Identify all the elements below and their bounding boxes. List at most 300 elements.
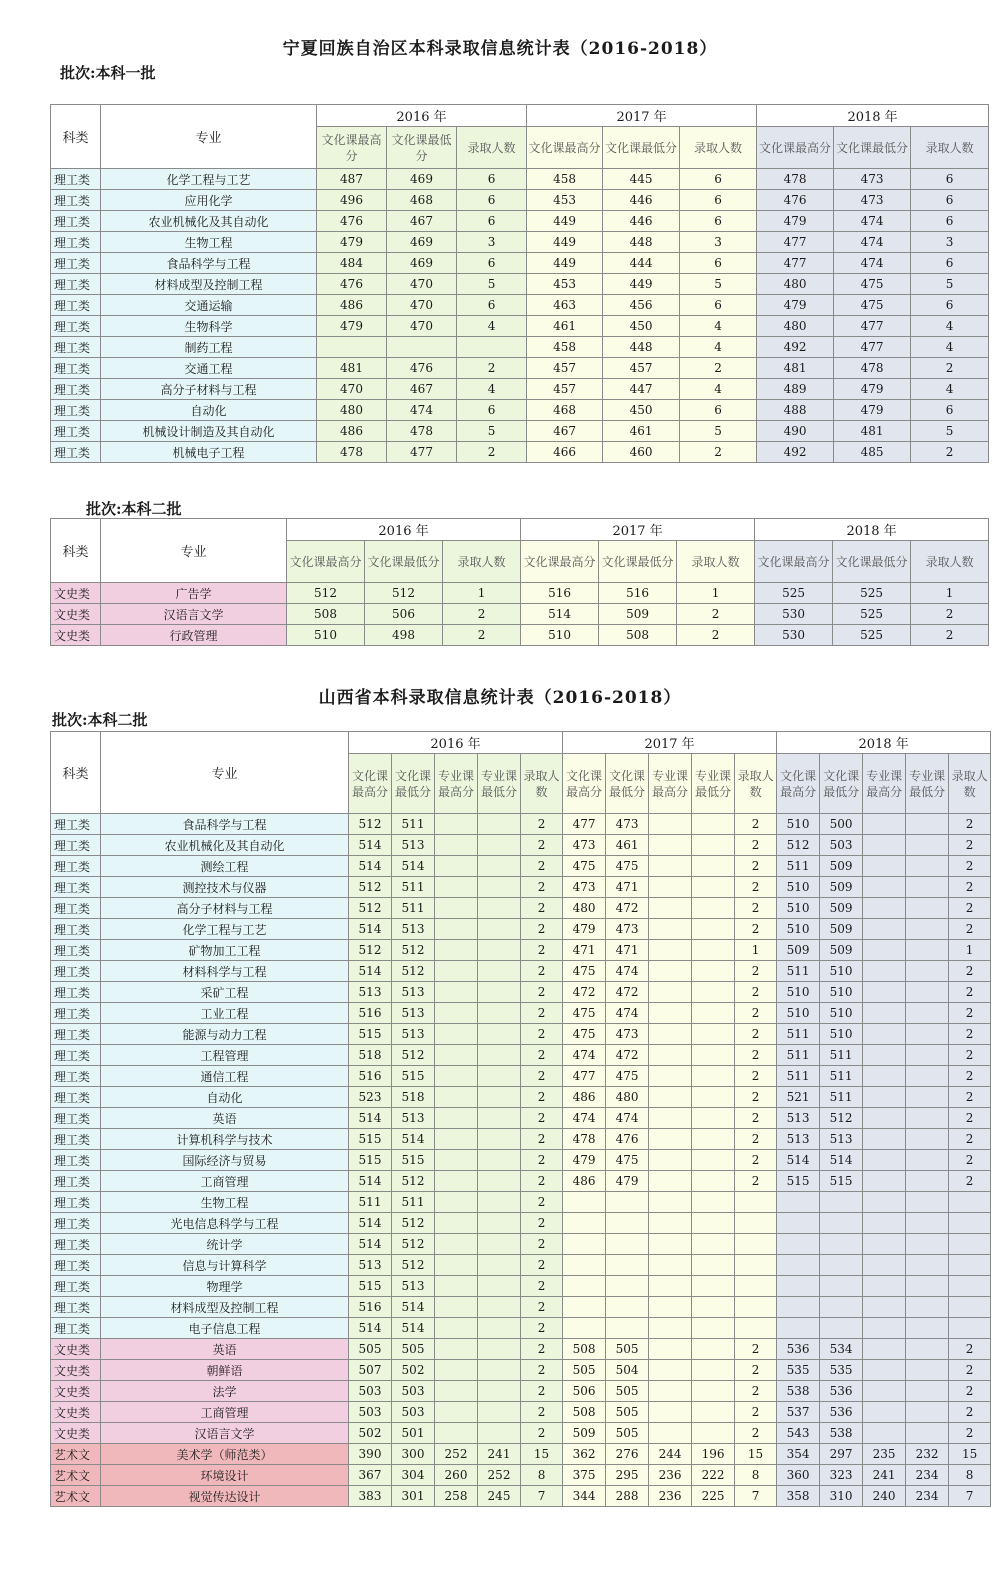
value-cell: 2: [949, 982, 991, 1003]
value-cell: 473: [563, 877, 606, 898]
value-cell: [435, 1108, 478, 1129]
value-cell: 513: [820, 1129, 863, 1150]
major-cell: 矿物加工工程: [101, 940, 349, 961]
value-cell: 461: [606, 835, 649, 856]
category-cell: 理工类: [51, 1171, 101, 1192]
value-cell: 304: [392, 1465, 435, 1486]
major-cell: 能源与动力工程: [101, 1024, 349, 1045]
table-row: [51, 1423, 991, 1444]
ningxia-batch2-table: [50, 518, 989, 646]
value-cell: 479: [834, 400, 911, 421]
value-cell: [606, 1297, 649, 1318]
category-cell: 理工类: [51, 982, 101, 1003]
value-cell: 3: [911, 232, 989, 253]
value-cell: [863, 1255, 906, 1276]
value-cell: [478, 1213, 521, 1234]
value-cell: [435, 1234, 478, 1255]
value-cell: 510: [820, 982, 863, 1003]
value-cell: [606, 1276, 649, 1297]
value-cell: [649, 919, 692, 940]
value-cell: [563, 1255, 606, 1276]
value-cell: 300: [392, 1444, 435, 1465]
value-cell: 510: [820, 961, 863, 982]
major-cell: 统计学: [101, 1234, 349, 1255]
value-cell: 525: [833, 625, 911, 646]
category-cell: 理工类: [51, 856, 101, 877]
value-cell: 538: [777, 1381, 820, 1402]
value-cell: 2: [735, 856, 777, 877]
value-cell: [649, 1255, 692, 1276]
value-cell: [692, 919, 735, 940]
header-year-2018: 2018 年: [777, 732, 991, 754]
value-cell: [906, 1045, 949, 1066]
value-cell: 467: [387, 379, 457, 400]
major-cell: 测控技术与仪器: [101, 877, 349, 898]
table-row: [51, 1276, 991, 1297]
value-cell: 515: [392, 1066, 435, 1087]
value-cell: 530: [755, 625, 833, 646]
value-cell: 512: [392, 1213, 435, 1234]
value-cell: [863, 835, 906, 856]
value-cell: 515: [820, 1171, 863, 1192]
value-cell: 512: [392, 1234, 435, 1255]
value-cell: 478: [757, 169, 834, 190]
value-cell: [649, 1129, 692, 1150]
value-cell: 514: [349, 919, 392, 940]
table-row: [51, 337, 989, 358]
value-cell: 6: [457, 169, 527, 190]
header-sub: 专业课最高分: [435, 754, 478, 814]
value-cell: [478, 1423, 521, 1444]
value-cell: 508: [563, 1402, 606, 1423]
value-cell: [735, 1213, 777, 1234]
major-cell: 材料成型及控制工程: [101, 1297, 349, 1318]
value-cell: [820, 1213, 863, 1234]
value-cell: [692, 1150, 735, 1171]
value-cell: 2: [521, 1234, 563, 1255]
value-cell: [692, 1402, 735, 1423]
value-cell: 478: [563, 1129, 606, 1150]
value-cell: 475: [606, 1066, 649, 1087]
value-cell: [317, 337, 387, 358]
value-cell: 513: [392, 1108, 435, 1129]
value-cell: [777, 1276, 820, 1297]
table-row: [51, 358, 989, 379]
value-cell: [478, 1192, 521, 1213]
value-cell: 2: [949, 1423, 991, 1444]
value-cell: 514: [349, 1234, 392, 1255]
value-cell: 478: [834, 358, 911, 379]
value-cell: 1: [949, 940, 991, 961]
value-cell: [478, 814, 521, 835]
value-cell: [649, 1171, 692, 1192]
value-cell: 2: [735, 1423, 777, 1444]
value-cell: [649, 1066, 692, 1087]
value-cell: 1: [735, 940, 777, 961]
value-cell: [435, 898, 478, 919]
value-cell: 2: [735, 982, 777, 1003]
value-cell: [863, 1045, 906, 1066]
value-cell: 511: [820, 1045, 863, 1066]
category-cell: 理工类: [51, 1297, 101, 1318]
value-cell: 447: [603, 379, 680, 400]
value-cell: 480: [757, 316, 834, 337]
value-cell: [692, 1108, 735, 1129]
value-cell: [863, 1003, 906, 1024]
value-cell: [435, 1087, 478, 1108]
value-cell: 514: [349, 856, 392, 877]
value-cell: 2: [521, 1402, 563, 1423]
value-cell: 2: [735, 1150, 777, 1171]
category-cell: 理工类: [51, 814, 101, 835]
value-cell: 535: [777, 1360, 820, 1381]
header-major: 专业: [101, 105, 317, 169]
value-cell: 258: [435, 1486, 478, 1507]
value-cell: [863, 961, 906, 982]
value-cell: [949, 1318, 991, 1339]
value-cell: 2: [735, 814, 777, 835]
value-cell: 2: [521, 1255, 563, 1276]
value-cell: [692, 1045, 735, 1066]
value-cell: 514: [349, 1108, 392, 1129]
ningxia-batch1-label: 批次:本科一批: [60, 64, 156, 82]
value-cell: 4: [911, 379, 989, 400]
value-cell: 509: [820, 856, 863, 877]
table-row: [51, 232, 989, 253]
value-cell: 362: [563, 1444, 606, 1465]
value-cell: 472: [606, 982, 649, 1003]
major-cell: 制药工程: [101, 337, 317, 358]
value-cell: [478, 1003, 521, 1024]
category-cell: 文史类: [51, 1381, 101, 1402]
category-cell: 理工类: [51, 1087, 101, 1108]
table-row: [51, 442, 989, 463]
major-cell: 化学工程与工艺: [101, 169, 317, 190]
value-cell: 2: [521, 1108, 563, 1129]
value-cell: [863, 1171, 906, 1192]
value-cell: [863, 1087, 906, 1108]
major-cell: 生物科学: [101, 316, 317, 337]
header-category: 科类: [51, 105, 101, 169]
value-cell: 2: [521, 1150, 563, 1171]
value-cell: 6: [680, 400, 757, 421]
major-cell: 工商管理: [101, 1402, 349, 1423]
value-cell: 2: [521, 1297, 563, 1318]
value-cell: [692, 1087, 735, 1108]
value-cell: 479: [757, 211, 834, 232]
value-cell: [692, 898, 735, 919]
value-cell: [649, 1360, 692, 1381]
value-cell: 260: [435, 1465, 478, 1486]
value-cell: 510: [820, 1003, 863, 1024]
value-cell: [906, 961, 949, 982]
value-cell: [863, 856, 906, 877]
value-cell: [692, 940, 735, 961]
value-cell: [478, 919, 521, 940]
value-cell: 449: [603, 274, 680, 295]
value-cell: 474: [834, 253, 911, 274]
header-sub: 文化课最高分: [777, 754, 820, 814]
value-cell: 479: [563, 919, 606, 940]
major-cell: 朝鲜语: [101, 1360, 349, 1381]
value-cell: 2: [735, 919, 777, 940]
value-cell: [478, 940, 521, 961]
category-cell: 理工类: [51, 1024, 101, 1045]
header-sub: 专业课最低分: [906, 754, 949, 814]
table-row: [51, 604, 989, 625]
value-cell: 514: [392, 856, 435, 877]
value-cell: 241: [478, 1444, 521, 1465]
value-cell: 501: [392, 1423, 435, 1444]
major-cell: 机械设计制造及其自动化: [101, 421, 317, 442]
value-cell: 514: [777, 1150, 820, 1171]
value-cell: [820, 1255, 863, 1276]
major-cell: 交通工程: [101, 358, 317, 379]
value-cell: 509: [599, 604, 677, 625]
value-cell: [906, 1234, 949, 1255]
value-cell: 301: [392, 1486, 435, 1507]
value-cell: 453: [527, 274, 603, 295]
category-cell: 理工类: [51, 253, 101, 274]
value-cell: [906, 898, 949, 919]
value-cell: [478, 1297, 521, 1318]
value-cell: [649, 1234, 692, 1255]
value-cell: 471: [606, 940, 649, 961]
value-cell: [478, 1108, 521, 1129]
value-cell: [777, 1297, 820, 1318]
value-cell: [735, 1318, 777, 1339]
value-cell: [863, 1024, 906, 1045]
value-cell: 1: [677, 583, 755, 604]
category-cell: 理工类: [51, 1318, 101, 1339]
value-cell: [649, 856, 692, 877]
header-sub: 录取人数: [443, 541, 521, 583]
value-cell: [692, 961, 735, 982]
shanxi-table: [50, 731, 991, 1507]
value-cell: 446: [603, 211, 680, 232]
value-cell: 461: [527, 316, 603, 337]
major-cell: 汉语言文学: [101, 1423, 349, 1444]
value-cell: [777, 1213, 820, 1234]
value-cell: 457: [527, 358, 603, 379]
value-cell: 232: [906, 1444, 949, 1465]
value-cell: 477: [757, 253, 834, 274]
category-cell: 艺术文: [51, 1465, 101, 1486]
value-cell: 472: [606, 898, 649, 919]
value-cell: 514: [349, 961, 392, 982]
value-cell: 474: [387, 400, 457, 421]
value-cell: 1: [911, 583, 989, 604]
header-sub: 文化课最低分: [603, 127, 680, 169]
major-cell: 农业机械化及其自动化: [101, 835, 349, 856]
value-cell: [692, 1276, 735, 1297]
value-cell: 480: [563, 898, 606, 919]
value-cell: 511: [349, 1192, 392, 1213]
value-cell: [435, 961, 478, 982]
value-cell: [863, 814, 906, 835]
value-cell: [906, 856, 949, 877]
value-cell: 510: [777, 1003, 820, 1024]
major-cell: 视觉传达设计: [101, 1486, 349, 1507]
header-category: 科类: [51, 519, 101, 583]
value-cell: 7: [949, 1486, 991, 1507]
value-cell: [606, 1318, 649, 1339]
value-cell: 476: [317, 211, 387, 232]
major-cell: 环境设计: [101, 1465, 349, 1486]
table-row: [51, 583, 989, 604]
value-cell: 485: [834, 442, 911, 463]
value-cell: 2: [735, 1024, 777, 1045]
value-cell: 222: [692, 1465, 735, 1486]
value-cell: 479: [317, 232, 387, 253]
value-cell: 473: [563, 835, 606, 856]
value-cell: [949, 1213, 991, 1234]
value-cell: [906, 1276, 949, 1297]
major-cell: 食品科学与工程: [101, 814, 349, 835]
value-cell: 4: [680, 316, 757, 337]
value-cell: 512: [287, 583, 365, 604]
value-cell: [906, 1213, 949, 1234]
value-cell: 8: [735, 1465, 777, 1486]
value-cell: [906, 1339, 949, 1360]
value-cell: [906, 1087, 949, 1108]
value-cell: 236: [649, 1486, 692, 1507]
value-cell: 521: [777, 1087, 820, 1108]
value-cell: 512: [392, 940, 435, 961]
value-cell: [906, 1108, 949, 1129]
category-cell: 文史类: [51, 583, 101, 604]
header-sub: 录取人数: [949, 754, 991, 814]
value-cell: 473: [834, 169, 911, 190]
value-cell: 480: [606, 1087, 649, 1108]
category-cell: 理工类: [51, 211, 101, 232]
value-cell: 512: [820, 1108, 863, 1129]
value-cell: 458: [527, 337, 603, 358]
header-year-2017: 2017 年: [563, 732, 777, 754]
value-cell: 477: [563, 814, 606, 835]
value-cell: 512: [349, 814, 392, 835]
value-cell: 445: [603, 169, 680, 190]
category-cell: 文史类: [51, 1423, 101, 1444]
value-cell: 509: [563, 1423, 606, 1444]
value-cell: 235: [863, 1444, 906, 1465]
value-cell: 245: [478, 1486, 521, 1507]
value-cell: 481: [834, 421, 911, 442]
table-row: [51, 1486, 991, 1507]
value-cell: 2: [949, 1150, 991, 1171]
header-sub: 专业课最低分: [478, 754, 521, 814]
value-cell: [649, 1213, 692, 1234]
value-cell: 513: [392, 982, 435, 1003]
value-cell: [906, 1402, 949, 1423]
value-cell: 512: [349, 940, 392, 961]
value-cell: 2: [735, 1129, 777, 1150]
value-cell: 537: [777, 1402, 820, 1423]
value-cell: 2: [521, 814, 563, 835]
table-row: [51, 814, 991, 835]
value-cell: 360: [777, 1465, 820, 1486]
value-cell: 479: [757, 295, 834, 316]
value-cell: 276: [606, 1444, 649, 1465]
value-cell: [478, 1360, 521, 1381]
value-cell: 511: [777, 1066, 820, 1087]
value-cell: 4: [680, 337, 757, 358]
value-cell: [649, 835, 692, 856]
value-cell: 503: [349, 1381, 392, 1402]
table-row: [51, 169, 989, 190]
value-cell: 449: [527, 253, 603, 274]
value-cell: 515: [349, 1024, 392, 1045]
value-cell: 510: [777, 982, 820, 1003]
header-sub: 文化课最高分: [527, 127, 603, 169]
value-cell: 471: [563, 940, 606, 961]
value-cell: [820, 1276, 863, 1297]
value-cell: 2: [735, 1381, 777, 1402]
table-row: [51, 1297, 991, 1318]
value-cell: 509: [820, 898, 863, 919]
value-cell: [435, 919, 478, 940]
value-cell: 511: [777, 1045, 820, 1066]
value-cell: [435, 1423, 478, 1444]
value-cell: 512: [392, 961, 435, 982]
value-cell: [906, 1297, 949, 1318]
value-cell: [606, 1192, 649, 1213]
value-cell: 477: [834, 316, 911, 337]
value-cell: [692, 1318, 735, 1339]
value-cell: [863, 940, 906, 961]
table-row: [51, 1381, 991, 1402]
value-cell: [692, 856, 735, 877]
category-cell: 文史类: [51, 1360, 101, 1381]
value-cell: [692, 1297, 735, 1318]
table-row: [51, 1150, 991, 1171]
value-cell: [649, 1087, 692, 1108]
value-cell: 508: [599, 625, 677, 646]
value-cell: [478, 856, 521, 877]
value-cell: 512: [777, 835, 820, 856]
value-cell: 474: [834, 211, 911, 232]
value-cell: [435, 1402, 478, 1423]
value-cell: 2: [949, 919, 991, 940]
table-row: [51, 1108, 991, 1129]
header-year-2018: 2018 年: [755, 519, 989, 541]
value-cell: 449: [527, 211, 603, 232]
header-sub: 文化课最高分: [757, 127, 834, 169]
category-cell: 艺术文: [51, 1444, 101, 1465]
value-cell: [906, 1171, 949, 1192]
table-row: [51, 1171, 991, 1192]
value-cell: 6: [911, 253, 989, 274]
value-cell: 479: [317, 316, 387, 337]
value-cell: 474: [606, 1003, 649, 1024]
value-cell: 514: [392, 1318, 435, 1339]
value-cell: [649, 1192, 692, 1213]
value-cell: [863, 1360, 906, 1381]
major-cell: 自动化: [101, 400, 317, 421]
value-cell: 505: [606, 1381, 649, 1402]
header-sub: 文化课最低分: [599, 541, 677, 583]
category-cell: 理工类: [51, 1066, 101, 1087]
major-cell: 美术学（师范类）: [101, 1444, 349, 1465]
value-cell: 2: [949, 1402, 991, 1423]
table-row: [51, 379, 989, 400]
value-cell: 252: [435, 1444, 478, 1465]
table-row: [51, 421, 989, 442]
header-year-2016: 2016 年: [287, 519, 521, 541]
category-cell: 理工类: [51, 316, 101, 337]
value-cell: 486: [317, 295, 387, 316]
value-cell: 511: [392, 898, 435, 919]
